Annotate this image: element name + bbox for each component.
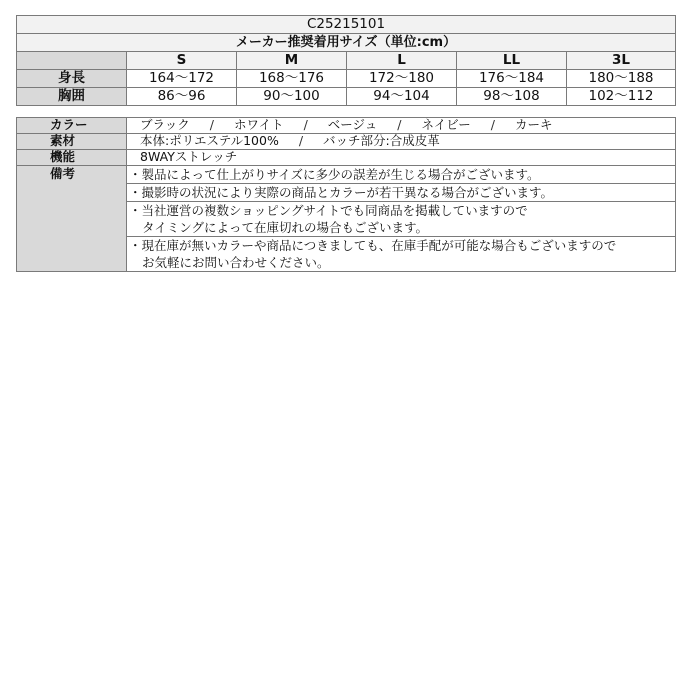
table-cell: 172～180: [347, 70, 457, 88]
note-line: ・当社運営の複数ショッピングサイトでも同商品を掲載していますので: [129, 203, 528, 218]
note-item: [127, 166, 676, 184]
color-option: ブラック: [140, 117, 190, 133]
material-values: [127, 134, 676, 150]
size-header-ll: LL: [457, 52, 567, 70]
separator: /: [209, 117, 214, 133]
table-cell: 102～112: [567, 88, 676, 106]
note-line-continued: [129, 254, 675, 271]
note-line: ・現在庫が無いカラーや商品につきましても、在庫手配が可能な場合もございますので: [129, 238, 617, 253]
note-line: お気軽にお問い合わせください。: [142, 255, 330, 270]
color-option: ベージュ: [327, 117, 378, 133]
size-header-l: L: [347, 52, 457, 70]
table-cell: 168～176: [237, 70, 347, 88]
table-cell: 180～188: [567, 70, 676, 88]
spec-row-color: [17, 118, 676, 134]
size-chart-table: [16, 15, 676, 106]
color-values: [127, 118, 676, 134]
spec-row-notes: [17, 166, 676, 184]
note-line: ・製品によって仕上がりサイズに多少の誤差が生じる場合がございます。: [129, 167, 540, 182]
function-value: 8WAYストレッチ: [127, 150, 676, 166]
function-label: 機能: [17, 150, 127, 166]
color-option: カーキ: [514, 117, 553, 133]
table-row: [17, 88, 676, 106]
size-header-corner: [17, 52, 127, 70]
note-item: [127, 184, 676, 202]
note-item: [127, 237, 676, 272]
table-cell: 98～108: [457, 88, 567, 106]
separator: /: [397, 117, 402, 133]
spec-row-material: [17, 134, 676, 150]
table-cell: 90～100: [237, 88, 347, 106]
color-option: ネイビー: [421, 117, 471, 133]
row-label-height: 身長: [17, 70, 127, 88]
table-cell: 164～172: [127, 70, 237, 88]
color-label: カラー: [17, 118, 127, 134]
spec-row-function: [17, 150, 676, 166]
note-line: タイミングによって在庫切れの場合もございます。: [142, 220, 429, 235]
separator: /: [298, 133, 304, 149]
separator: /: [303, 117, 308, 133]
product-spec-table: [16, 117, 676, 272]
table-cell: 94～104: [347, 88, 457, 106]
table-row: [17, 70, 676, 88]
row-label-chest: 胸囲: [17, 88, 127, 106]
table-cell: 176～184: [457, 70, 567, 88]
size-header-m: M: [237, 52, 347, 70]
note-item: [127, 202, 676, 237]
color-option: ホワイト: [233, 117, 284, 133]
size-header-s: S: [127, 52, 237, 70]
material-item: バッチ部分:合成皮革: [323, 133, 440, 149]
note-line: ・撮影時の状況により実際の商品とカラーが若干異なる場合がございます。: [129, 185, 554, 200]
material-item: 本体:ポリエステル100%: [140, 133, 279, 149]
separator: /: [490, 117, 495, 133]
size-chart-subtitle: メーカー推奨着用サイズ（単位:cm）: [17, 34, 676, 52]
table-cell: 86～96: [127, 88, 237, 106]
note-line-continued: [129, 219, 675, 236]
material-label: 素材: [17, 134, 127, 150]
notes-label: 備考: [17, 166, 127, 272]
product-code: C25215101: [17, 16, 676, 34]
size-header-3l: 3L: [567, 52, 676, 70]
